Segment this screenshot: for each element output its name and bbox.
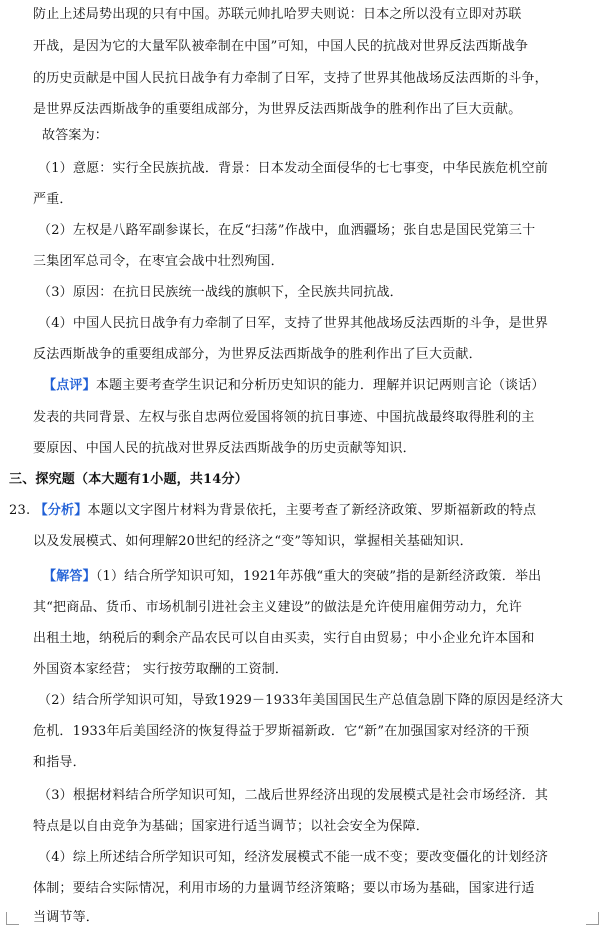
text-line: 是世界反法西斯战争的重要组成部分，为世界反法西斯战争的胜利作出了巨大贡献。 <box>33 102 522 117</box>
comment-text: 本题主要考查学生识记和分析历史知识的能力．理解并识记两则言论（谈话） <box>95 378 545 393</box>
text-line: 发表的共同背景、左权与张自忠两位爱国将领的抗日事迹、中国抗战最终取得胜利的主 <box>33 410 535 425</box>
comment-line <box>43 373 591 399</box>
analysis-tag: 【分析】 <box>34 503 88 518</box>
page-corner-mark <box>586 912 599 925</box>
text-line: 防止上述局势出现的只有中国。苏联元帅扎哈罗夫则说：日本之所以没有立即对苏联 <box>33 7 522 22</box>
text-line: 外国资本家经营； 实行按劳取酬的工资制． <box>33 662 289 677</box>
text-line: 严重． <box>33 192 73 207</box>
answer-item-4: （4）中国人民抗日战争有力牵制了日军，支持了世界其他战场反法西斯的斗争，是世界 <box>38 316 549 331</box>
answer-item-3: （3）原因：在抗日民族统一战线的旗帜下，全民族共同抗战． <box>38 285 403 300</box>
page-corner-mark <box>6 912 19 925</box>
comment-tag: 【点评】 <box>43 378 96 393</box>
text-line: 其“把商品、货币、市场机制引进社会主义建设”的做法是允许使用雇佣劳动力，允许 <box>33 600 522 615</box>
text-line: 和指导． <box>33 755 86 770</box>
answer-tag: 【解答】 <box>43 569 96 584</box>
answer-part-3: （3）根据材料结合所学知识可知，二战后世界经济出现的发展模式是社会市场经济．其 <box>38 788 549 803</box>
text-line: 三集团军总司令，在枣宜会战中壮烈殉国． <box>33 254 284 269</box>
section-heading: 三、探究题（本大题有1小题，共14分） <box>9 472 248 487</box>
text-line: 以及发展模式、如何理解20世纪的经济之“变”等知识，掌握相关基础知识． <box>33 534 473 549</box>
text-line: 特点是以自由竞争为基础；国家进行适当调节；以社会安全为保障． <box>33 819 430 834</box>
question-23-answer <box>43 564 591 590</box>
answer-part-4: （4）综上所述结合所学知识可知，经济发展模式不能一成不变；要改变僵化的计划经济 <box>38 850 549 865</box>
question-number: 23. <box>9 503 31 518</box>
answer-text: （1）结合所学知识可知，1921年苏俄“重大的突破”指的是新经济政策．举出 <box>95 569 542 584</box>
answer-item-1: （1）意愿：实行全民族抗战．背景：日本发动全面侵华的七七事变，中华民族危机空前 <box>38 161 549 176</box>
text-line: 体制；要结合实际情况，利用市场的力量调节经济策略；要以市场为基础，国家进行适 <box>33 881 535 896</box>
answer-part-2: （2）结合所学知识可知，导致1929－1933年美国国民生产总值急剧下降的原因是经济大 <box>38 693 564 708</box>
text-line: 要原因、中国人民的抗战对世界反法西斯战争的历史贡献等知识． <box>33 441 416 456</box>
analysis-text: 本题以文字图片材料为背景依托，主要考查了新经济政策、罗斯福新政的特点 <box>87 503 537 518</box>
text-line: 的历史贡献是中国人民抗日战争有力牵制了日军，支持了世界其他战场反法西斯的斗争， <box>33 71 548 86</box>
answer-item-2: （2）左权是八路军副参谋长，在反“扫荡”作战中，血洒疆场；张自忠是国民党第三十 <box>38 223 536 238</box>
text-line: 开战，是因为它的大量军队被牵制在中国”可知，中国人民的抗战对世界反法西斯战争 <box>33 39 529 54</box>
text-line: 反法西斯战争的重要组成部分，为世界反法西斯战争的胜利作出了巨大贡献． <box>33 347 482 362</box>
answer-label: 故答案为： <box>42 128 109 143</box>
text-line: 当调节等． <box>33 910 100 925</box>
text-line: 出租土地，纳税后的剩余产品农民可以自由买卖，实行自由贸易；中小企业允许本国和 <box>33 631 535 646</box>
text-line: 危机．1933年后美国经济的恢复得益于罗斯福新政．它“新”在加强国家对经济的干预 <box>33 724 530 739</box>
question-23-analysis <box>9 498 581 524</box>
